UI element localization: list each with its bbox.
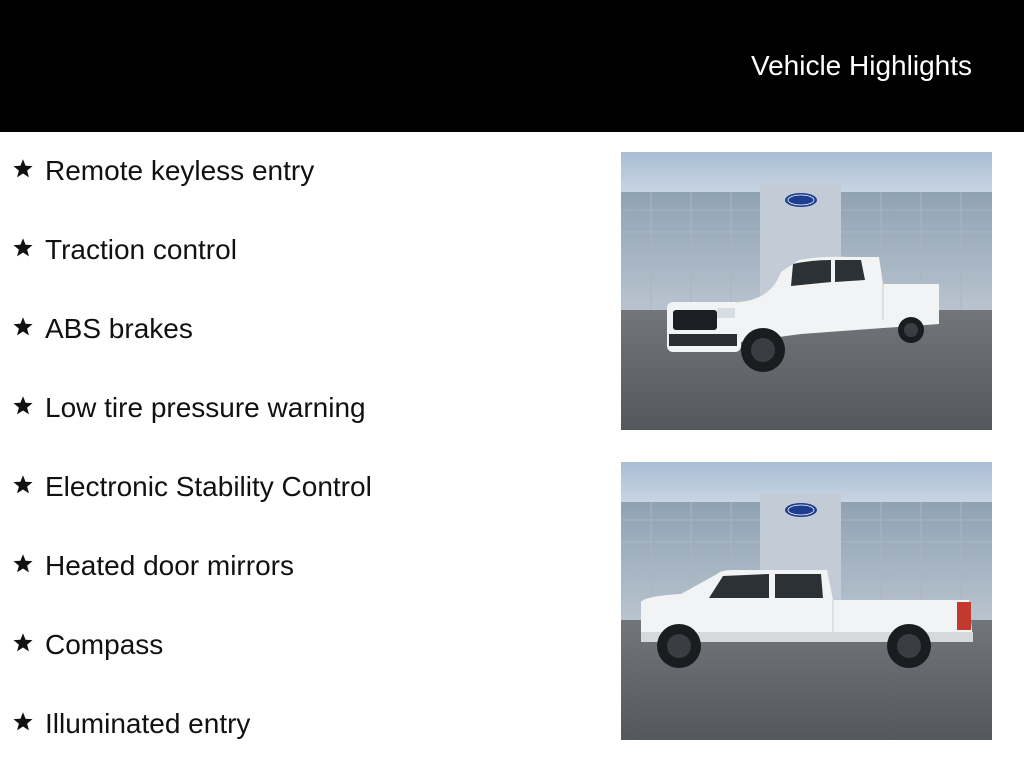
feature-item bbox=[12, 151, 314, 191]
feature-label: Traction control bbox=[45, 234, 237, 265]
vehicle-photo-side bbox=[621, 462, 992, 740]
feature-label: Low tire pressure warning bbox=[45, 392, 366, 423]
feature-label: ABS brakes bbox=[45, 313, 193, 344]
vehicle-photo-front bbox=[621, 152, 992, 430]
feature-label: Compass bbox=[45, 629, 164, 660]
feature-item bbox=[12, 309, 193, 349]
feature-item bbox=[12, 625, 163, 665]
feature-item bbox=[12, 704, 250, 744]
star-icon bbox=[12, 473, 34, 495]
star-icon bbox=[12, 631, 34, 653]
star-icon bbox=[12, 394, 34, 416]
feature-label: Remote keyless entry bbox=[45, 155, 315, 186]
page-title: Vehicle Highlights bbox=[750, 50, 972, 81]
star-icon bbox=[12, 157, 34, 179]
star-icon bbox=[12, 315, 34, 337]
feature-item bbox=[12, 388, 366, 428]
star-icon bbox=[12, 236, 34, 258]
star-icon bbox=[12, 710, 34, 732]
feature-item bbox=[12, 546, 294, 586]
truck-side-illustration bbox=[621, 462, 992, 740]
feature-label: Illuminated entry bbox=[45, 708, 251, 739]
feature-item bbox=[12, 230, 237, 270]
truck-front-illustration bbox=[621, 152, 992, 430]
star-icon bbox=[12, 552, 34, 574]
feature-list bbox=[0, 132, 600, 768]
header-bar bbox=[0, 0, 1024, 132]
feature-label: Heated door mirrors bbox=[45, 550, 294, 581]
feature-item bbox=[12, 467, 372, 507]
feature-label: Electronic Stability Control bbox=[45, 471, 372, 502]
